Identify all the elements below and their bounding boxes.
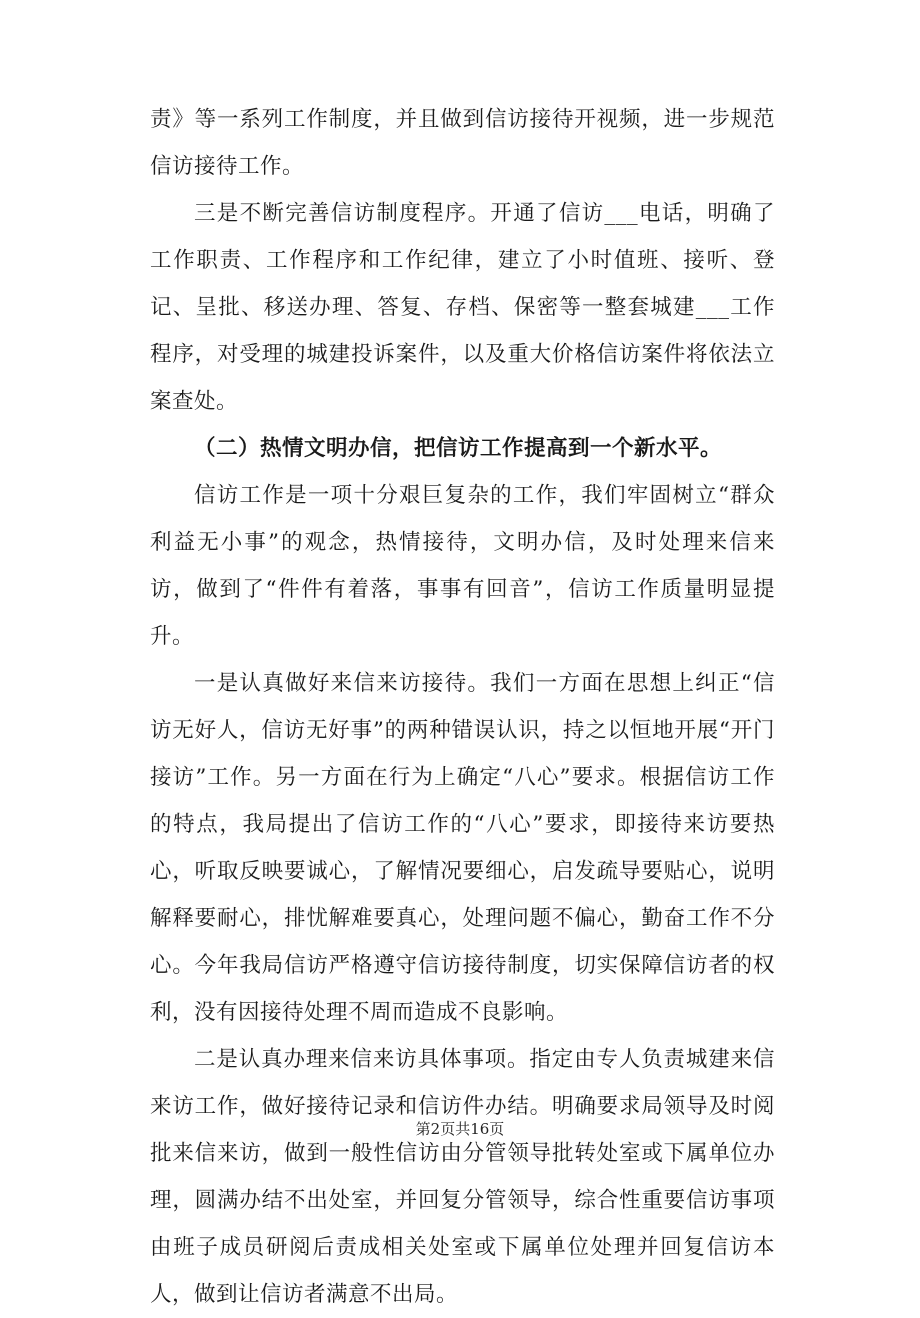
paragraph-continuation: 责》等一系列工作制度，并且做到信访接待开视频，进一步规范信访接待工作。 bbox=[150, 107, 775, 179]
page-number-footer: 第2页共16页 bbox=[415, 1120, 505, 1138]
paragraph-intro: 信访工作是一项十分艰巨复杂的工作，我们牢固树立“群众利益无小事”的观念，热情接待，文明办信，及时处理来信来访，做到了“件件有着落，事事有回音”，信访工作质量明显提升。 bbox=[150, 483, 775, 649]
paragraph-item-three: 三是不断完善信访制度程序。开通了信访___电话，明确了工作职责、工作程序和工作纪律，建立了小时值班、接听、登记、呈批、移送办理、答复、存档、保密等一整套城建___工作程序，对受理的城建投诉案件，以及重大价格信访案件将依法立案查处。 bbox=[150, 201, 775, 414]
paragraph-item-two: 二是认真办理来信来访具体事项。指定由专人负责城建来信来访工作，做好接待记录和信访件办结。明确要求局领导及时阅批来信来访，做到一般性信访由分管领导批转处室或下属单位办理，圆满办结不出处室，并回复分管领导，综合性重要信访事项由班子成员研阅后责成相关处室或下属单位处理并回复信访本人，做到让信访者满意不出局。 bbox=[150, 1047, 775, 1307]
paragraph-item-one: 一是认真做好来信来访接待。我们一方面在思想上纠正“信访无好人，信访无好事”的两种错误认识，持之以恒地开展“开门接访”工作。另一方面在行为上确定“八心”要求。根据信访工作的特点，我局提出了信访工作的“八心”要求，即接待来访要热心，听取反映要诚心，了解情况要细心，启发疏导要贴心，说明解释要耐心，排忧解难要真心，处理问题不偏心，勤奋工作不分心。今年我局信访严格遵守信访接待制度，切实保障信访者的权利，没有因接待处理不周而造成不良影响。 bbox=[150, 671, 775, 1025]
section-heading: （二）热情文明办信，把信访工作提高到一个新水平。 bbox=[194, 436, 723, 461]
